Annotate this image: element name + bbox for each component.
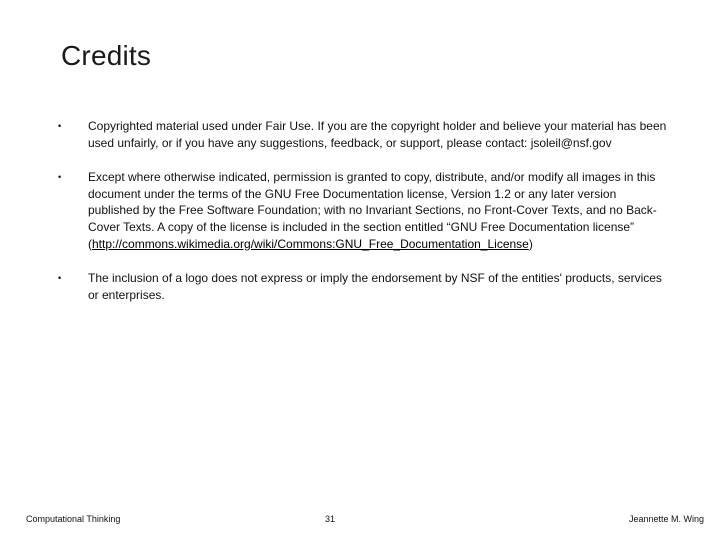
license-link[interactable]: http://commons.wikimedia.org/wiki/Commons:GNU_Free_Documentation_License <box>92 236 529 251</box>
bullet-item-license <box>58 169 670 252</box>
page-number: 31 <box>325 514 336 524</box>
bullet-text-fair-use: Copyrighted material used under Fair Use. If you are the copyright holder and believe your material has been used unfairly, or if you have any suggestions, feedback, or support, please contact: jsoleil@nsf.gov <box>88 119 667 150</box>
bullet-text-logo-disclaimer: The inclusion of a logo does not express or imply the endorsement by NSF of the entities' products, services or enterprises. <box>88 271 662 302</box>
bullet-item-fair-use <box>58 118 670 151</box>
license-text-after: ) <box>528 236 533 251</box>
slide-title: Credits <box>61 40 152 71</box>
bullet-marker: • <box>58 273 62 284</box>
bullet-marker: • <box>58 121 62 131</box>
bullet-marker: • <box>58 172 62 183</box>
bullet-list <box>58 118 670 321</box>
bullet-text-license <box>88 169 670 252</box>
license-text-before: Except where otherwise indicated, permission is granted to copy, distribute, and/or modify all images in this document under the terms of the GNU Free Documentation license, Version 1.2 or any later version published by the Free Software Foundation; with no Invariant Sections, no Front-Cover Texts, and no Back-Cover Texts. A copy of the license is included in the section entitled “GNU Free Documentation license” ( <box>88 170 657 251</box>
bullet-item-logo-disclaimer <box>58 270 670 303</box>
footer-left-text: Computational Thinking <box>26 514 121 524</box>
footer-author: Jeannette M. Wing <box>628 514 704 524</box>
